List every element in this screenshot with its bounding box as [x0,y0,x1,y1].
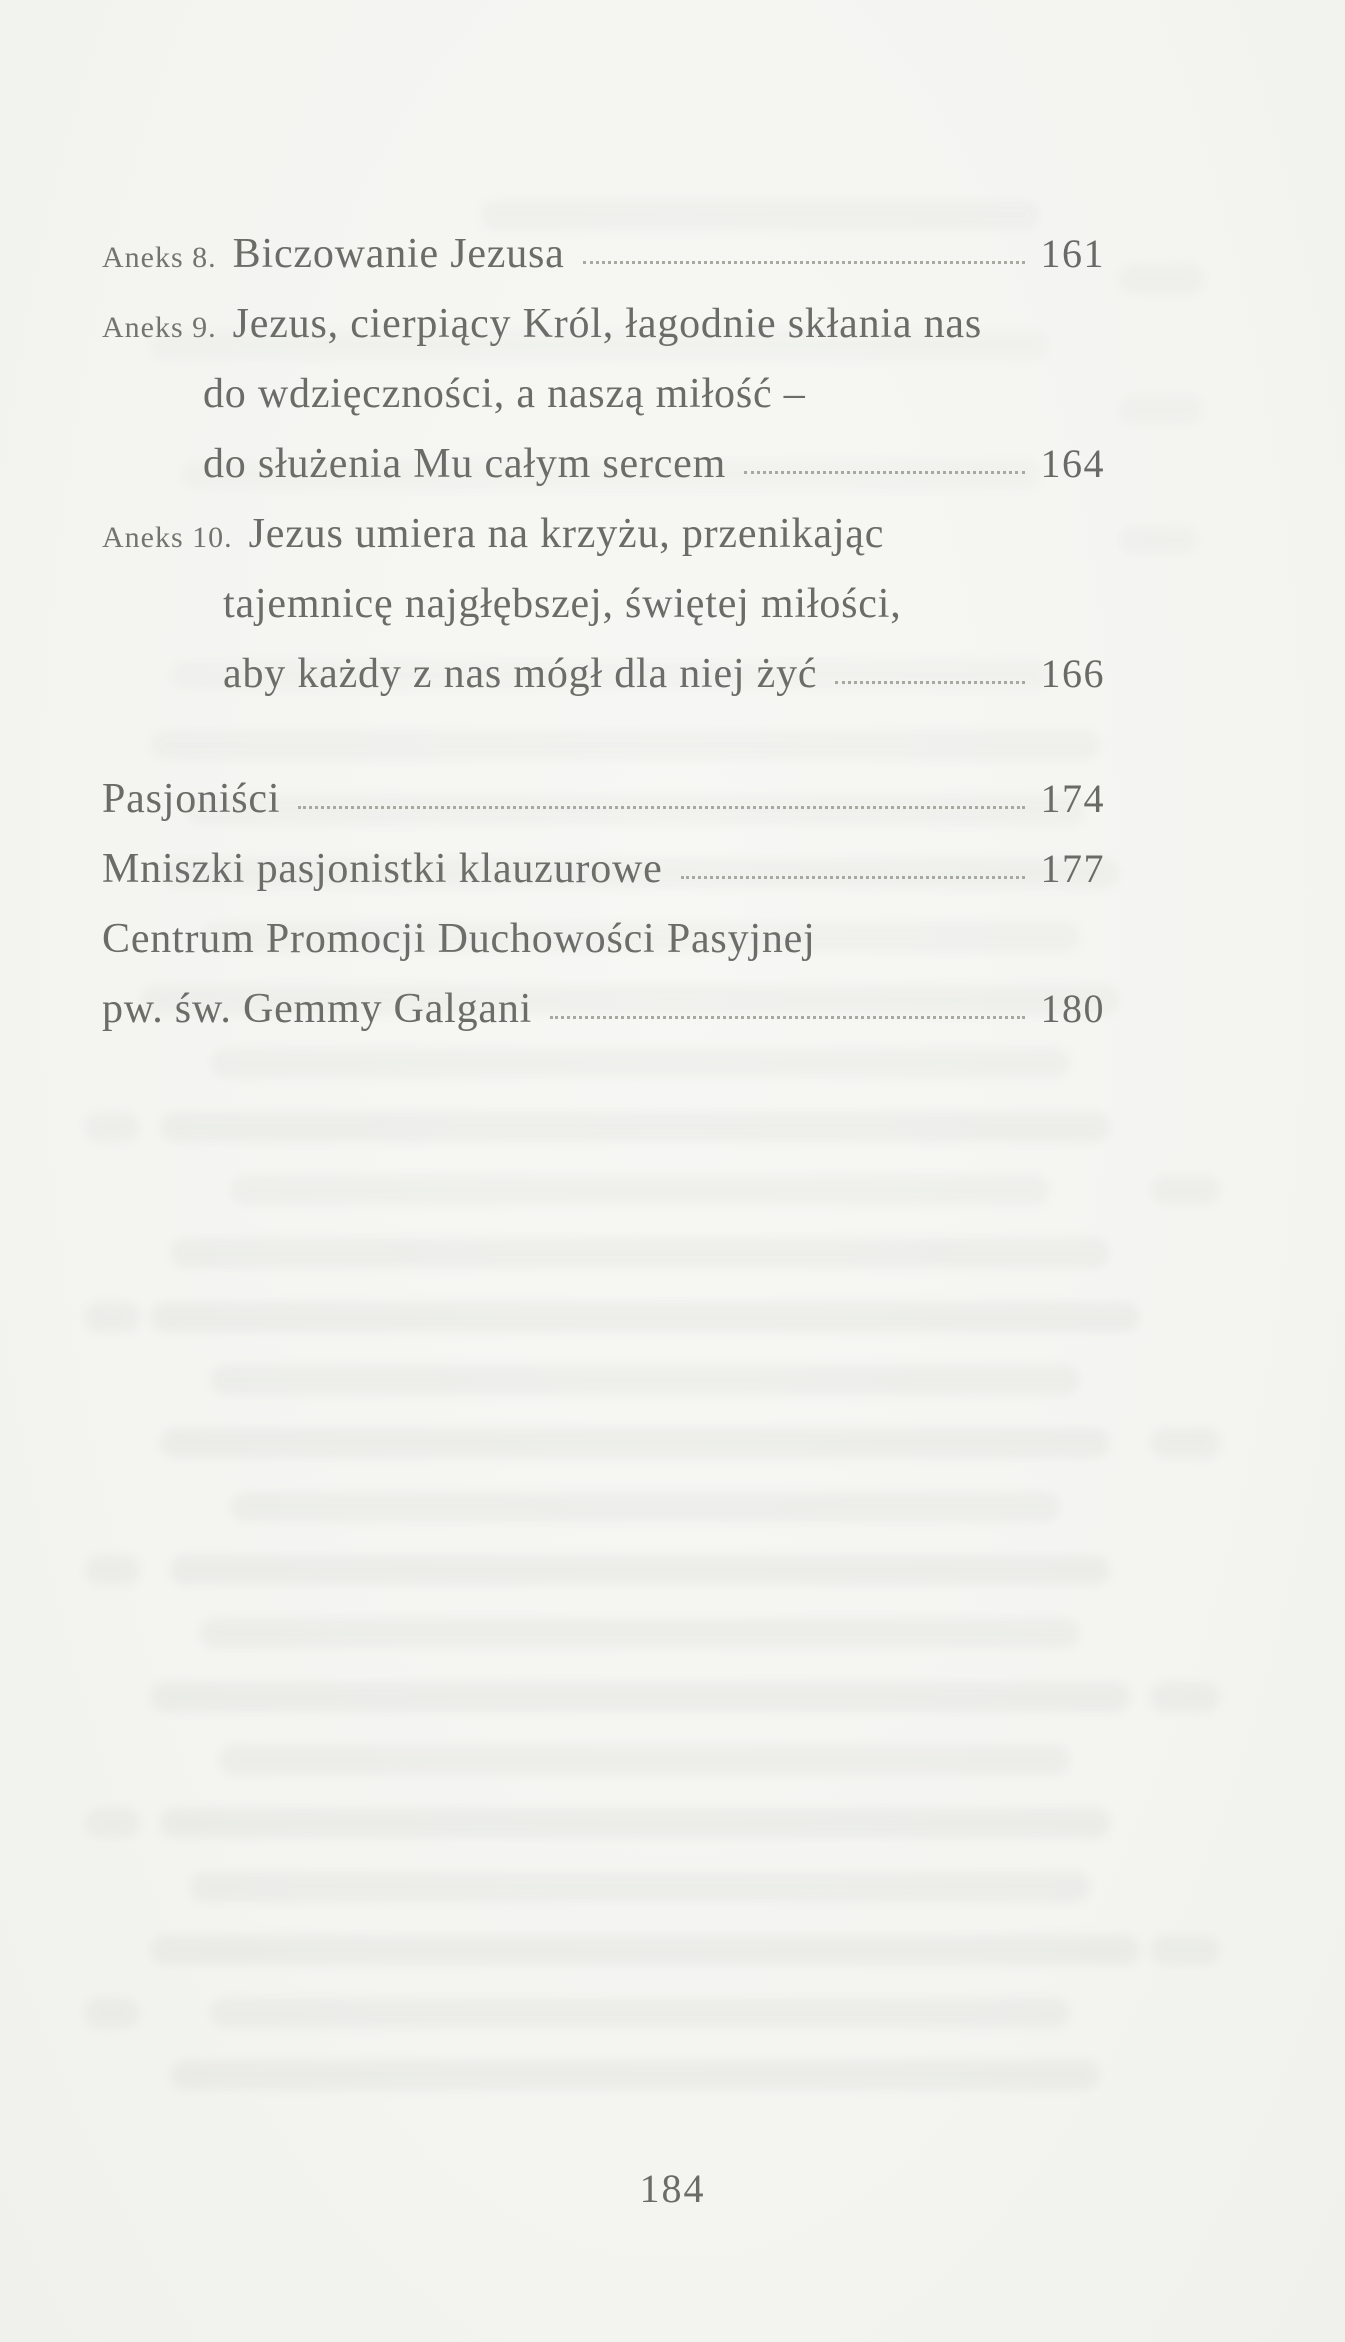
toc-entry-page: 174 [1040,776,1105,821]
bleed-through-smudge [170,1555,1110,1585]
toc-entry-prefix: Aneks 10. [102,521,233,554]
dot-leader [298,806,1024,809]
bleed-through-smudge [85,1555,140,1585]
toc-entry-title: do służenia Mu całym sercem [203,441,727,487]
bleed-through-smudge [230,1175,1050,1205]
bleed-through-smudge [200,1618,1080,1648]
section-gap [102,720,1105,775]
dot-leader [744,471,1024,474]
bleed-through-smudge [1118,264,1203,294]
bleed-through-smudge [85,1112,140,1142]
bleed-through-smudge [190,1872,1090,1902]
toc-entry-title: Biczowanie Jezusa [232,231,565,277]
table-of-contents [102,230,1105,1055]
bleed-through-smudge [160,1112,1110,1142]
bleed-through-smudge [1118,395,1203,425]
dot-leader [835,681,1024,684]
toc-entry [102,775,1105,845]
bleed-through-smudge [1150,1175,1220,1205]
toc-entry-page: 164 [1040,441,1105,486]
bleed-through-smudge [150,1935,1140,1965]
toc-entry [102,510,1105,580]
bleed-through-smudge [150,1302,1140,1332]
bleed-through-smudge [150,1682,1130,1712]
dot-leader [681,876,1025,879]
toc-entry-prefix: Aneks 9. [102,311,217,344]
page-number: 184 [639,2166,706,2211]
toc-entry-title: do wdzięczności, a naszą miłość – [203,371,806,417]
bleed-through-smudge [210,1998,1070,2028]
bleed-through-smudge [1150,1682,1220,1712]
bleed-through-smudge [160,1428,1110,1458]
toc-entry-page: 177 [1040,846,1105,891]
toc-entry-title: Mniszki pasjonistki klauzurowe [102,846,663,892]
toc-entry-continuation [102,370,1105,440]
toc-entry-title: Centrum Promocji Duchowości Pasyjnej [102,916,816,962]
bleed-through-smudge [85,1998,140,2028]
toc-entry-page: 166 [1040,651,1105,696]
bleed-through-smudge [1150,1935,1220,1965]
bleed-through-smudge [230,1492,1060,1522]
toc-entry-title: Pasjoniści [102,776,281,822]
bleed-through-smudge [160,1808,1110,1838]
toc-entry [102,845,1105,915]
toc-entry-title: aby każdy z nas mógł dla niej żyć [223,651,818,697]
bleed-through-smudge [1150,1428,1220,1458]
toc-entry-continuation [102,985,1105,1055]
toc-entry-title: pw. św. Gemmy Galgani [102,986,533,1032]
bleed-through-smudge [1118,525,1198,555]
bleed-through-smudge [480,200,1040,230]
toc-entry [102,915,1105,985]
toc-entry-continuation [102,440,1105,510]
toc-entry-prefix: Aneks 8. [102,241,217,274]
toc-entry-title: tajemnicę najgłębszej, świętej miłości, [223,581,902,627]
bleed-through-smudge [85,1808,140,1838]
toc-entry-continuation [102,650,1105,720]
bleed-through-smudge [220,1745,1070,1775]
bleed-through-smudge [170,2060,1100,2090]
bleed-through-smudge [85,1302,140,1332]
toc-entry [102,230,1105,300]
toc-entry-title: Jezus umiera na krzyżu, przenikając [248,511,885,557]
bleed-through-smudge [210,1365,1080,1395]
toc-entry-continuation [102,580,1105,650]
toc-entry-title: Jezus, cierpiący Król, łagodnie skłania nas [232,301,982,347]
dot-leader [550,1016,1024,1019]
dot-leader [583,261,1025,264]
toc-entry [102,300,1105,370]
bleed-through-smudge [170,1238,1110,1268]
toc-entry-page: 161 [1040,231,1105,276]
toc-entry-page: 180 [1040,986,1105,1031]
